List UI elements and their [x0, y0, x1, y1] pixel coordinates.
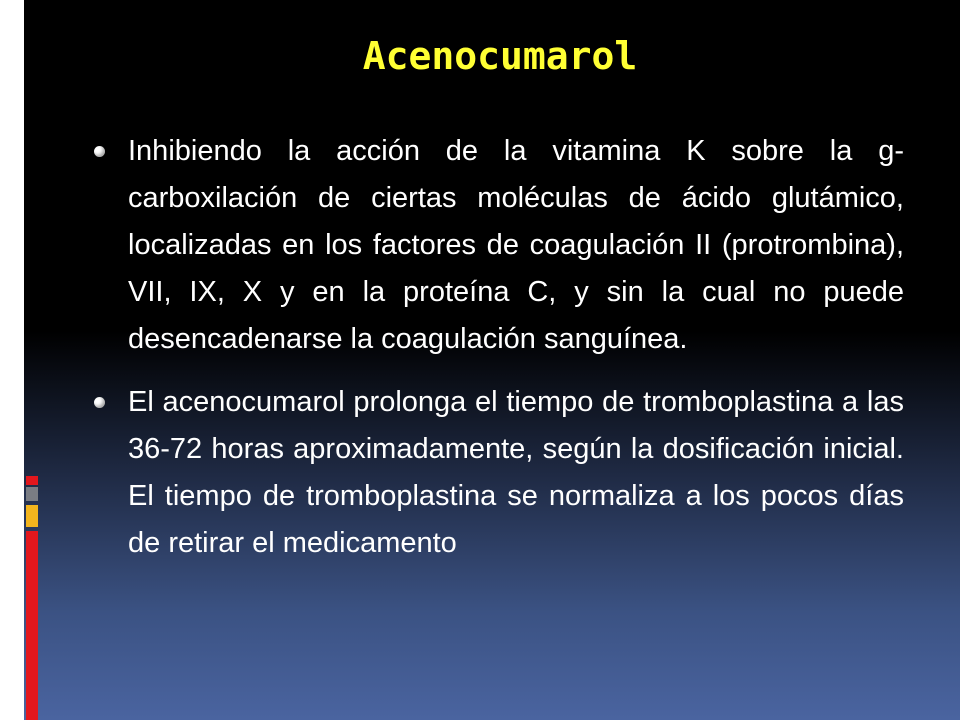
bullet-dot-icon — [94, 146, 105, 157]
slide-title: Acenocumarol — [362, 34, 638, 78]
bullet-item — [94, 128, 904, 363]
gray-accent-block — [26, 487, 38, 501]
bullet-text: El acenocumarol prolonga el tiempo de tromboplastina a las 36-72 horas aproximadamente, según la dosificación inicial. El tiempo de tromboplastina se normaliza a los pocos días de retirar el medicamento — [128, 386, 904, 559]
red-accent-block — [26, 476, 38, 485]
bullet-list — [94, 128, 904, 583]
bullet-text: Inhibiendo la acción de la vitamina K sobre la g-carboxilación de ciertas moléculas de ácido glutámico, localizadas en los factores de coagulación II (protrombina), VII, IX, X y en la proteína C, y sin la cual no puede desencadenarse la coagulación sanguínea. — [128, 135, 904, 355]
gold-accent-block — [26, 505, 38, 527]
bullet-dot-icon — [94, 397, 105, 408]
left-white-band — [0, 0, 24, 720]
red-accent-bar — [26, 531, 38, 720]
bullet-item — [94, 379, 904, 567]
